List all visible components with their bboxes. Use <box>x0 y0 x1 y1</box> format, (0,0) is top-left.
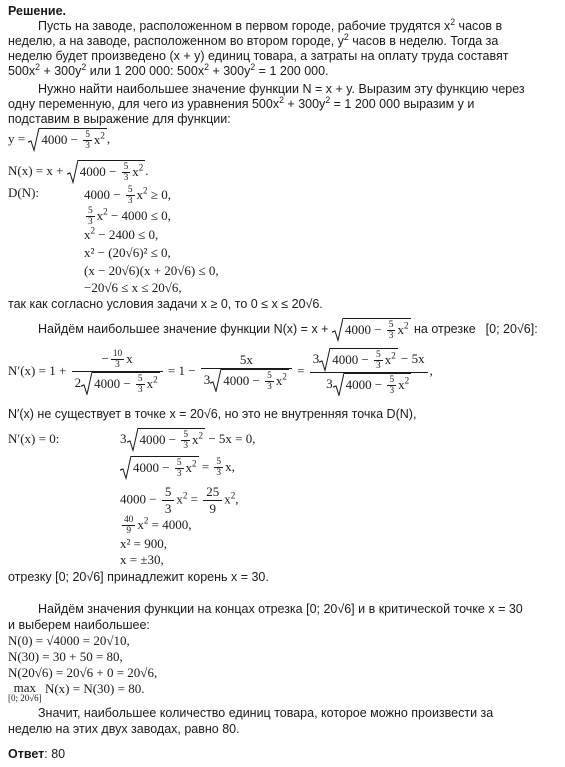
intro-line-1: Пусть на заводе, расположенном в первом городе, рабочие трудятся $x^2$ часов в <box>38 16 503 33</box>
task-line-2: одну переменную, для чего из уравнения $500x^2 + 300y^2 = 1$ 200 000 выразим y и <box>8 94 475 111</box>
critical-label: N′(x) = 0: <box>8 431 60 446</box>
intro-line-4: $500x^2 + 300y^2$ или 1 200 000: $500x^2 + 300y^2 = 1$ 200 000. <box>8 61 329 78</box>
sqrt-sign: 4000 − $\frac{5}{3}$ $x^2$ <box>28 128 107 152</box>
conclusion-line-1: Значит, наибольшее количество единиц товара, которое можно произвести за <box>38 706 494 720</box>
max-operator: max [0; 20√6] <box>8 680 42 703</box>
value-n20: N(20√6) = 20√6 + 0 = 20√6, <box>8 665 158 680</box>
critical-line-4: $\frac{40}{9}$ $x^2 = 4000$, <box>124 515 192 537</box>
sqrt-sign: 4000 − $\frac{5}{3}$ $x^2$ <box>332 318 411 342</box>
domain-conclusion: так как согласно условия задачи x ≥ 0, то 0 ≤ x ≤ 20√6. <box>8 297 323 311</box>
domain-label: D(N): <box>8 185 40 200</box>
critical-line-6: x = ±30, <box>120 552 164 567</box>
sqrt-sign: 4000 − $\frac{5}{3}$ $x^2$ <box>67 160 146 184</box>
task-line-1: Нужно найти наибольшее значение функции N = x + y. Выразим эту функцию через <box>38 82 525 96</box>
not-exist-line: N′(x) не существует в точке x = 20√6, но это не внутренняя точка D(N), <box>8 407 417 421</box>
ends-line-1: Найдём значения функции на концах отрезка [0; 20√6] и в критической точке x = 30 <box>38 602 523 616</box>
domain-line-3: $x^2 - 2400 \le 0$, <box>84 225 159 242</box>
find-max-line: Найдём наибольшее значение функции N(x) = x + 4000 − $\frac{5}{3}$ $x^2$ на отрезке [0; 20√6]: <box>38 320 538 342</box>
conclusion-line-2: неделю на этих двух заводах, равно 80. <box>8 722 240 736</box>
max-line: max [0; 20√6] N(x) = N(30) = 80. <box>8 680 145 703</box>
y-equation: y = 4000 − $\frac{5}{3}$ $x^2$ , <box>8 130 111 152</box>
n-equation: N(x) = x + 4000 − $\frac{5}{3}$ $x^2$ . <box>8 162 149 184</box>
domain-line-4: x² − (20√6)² ≤ 0, <box>84 245 171 260</box>
domain-line-5: (x − 20√6)(x + 20√6) ≤ 0, <box>84 263 219 278</box>
domain-line-1: 4000 − $\frac{5}{3}$ $x^2 \ge 0$, <box>84 185 171 207</box>
value-n30: N(30) = 30 + 50 = 80, <box>8 649 123 664</box>
derivative-equation: N′(x) = 1 + − $\frac{10}{3}$ x 2 4000 − $\frac{5}{3}$ $x^2$ = 1 − 5x 3 4000 − $\frac{5}{3}$ $x^2$ = 3 4000 − $\frac{5}{3}$ $x^2 - 5x$ 3 4000 − $\frac{5}{3}$ $x^2$ , <box>8 349 433 396</box>
value-n0: N(0) = √4000 = 20√10, <box>8 633 130 648</box>
critical-line-2: 4000 − $\frac{5}{3}$ $x^2$ = $\frac{5}{3}$ x, <box>120 456 235 480</box>
domain-line-2: $\frac{5}{3}$ $x^2 - 4000 \le 0$, <box>88 206 171 228</box>
ends-line-2: и выберем наибольшее: <box>8 618 150 632</box>
intro-line-3: неделю будет произведено (x + y) единиц товара, а затраты на оплату труда составят <box>8 49 509 63</box>
intro-line-2: неделю, а на заводе, расположенном во втором городе, $y^2$ часов в неделю. Тогда за <box>8 31 499 48</box>
critical-line-5: x² = 900, <box>120 536 167 551</box>
domain-line-6: −20√6 ≤ x ≤ 20√6, <box>84 280 182 295</box>
solution-heading: Решение. <box>8 4 67 18</box>
critical-line-3: 4000 − $\frac{5}{3}$ $x^2$ = $\frac{25}{9}$ $x^2$, <box>120 484 239 517</box>
task-line-3: подставим в выражение для функции: <box>8 112 231 126</box>
root-line: отрезку [0; 20√6] принадлежит корень x = 30. <box>8 570 269 584</box>
critical-line-1: 3 4000 − $\frac{5}{3}$ $x^2 - 5x = 0$, <box>120 430 256 452</box>
answer-line: Ответ: 80 <box>8 747 66 761</box>
